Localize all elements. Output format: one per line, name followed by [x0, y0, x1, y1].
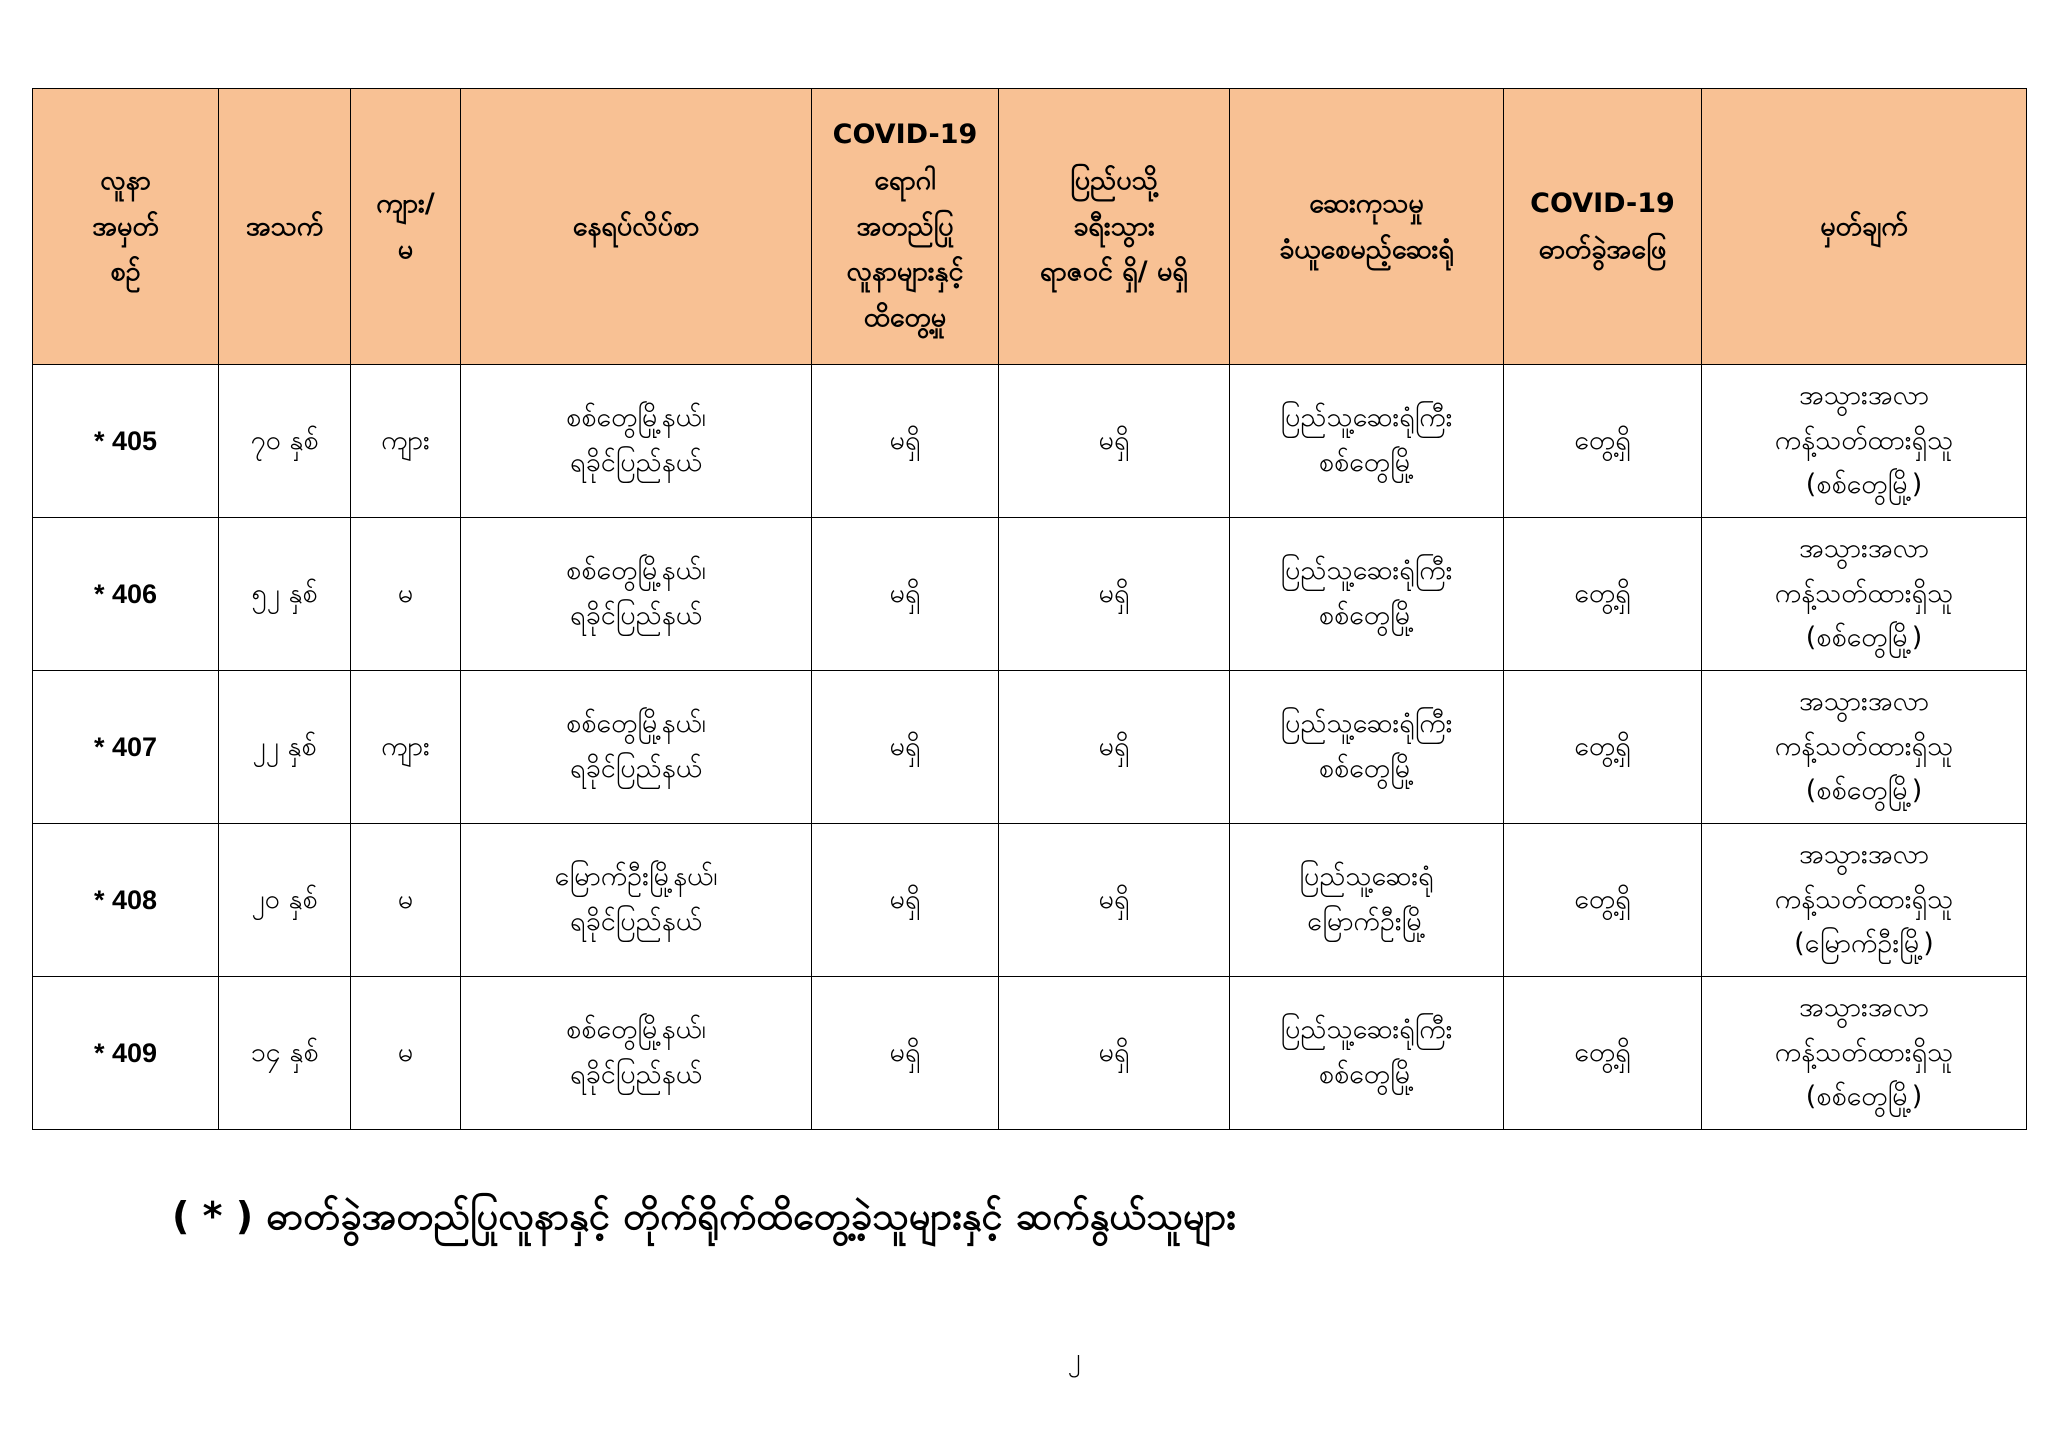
- cell-address: မြောက်ဦးမြို့နယ်၊ ရခိုင်ပြည်နယ်: [461, 824, 812, 977]
- footnote: ( * ) ဓာတ်ခွဲအတည်ပြုလူနာနှင့် တိုက်ရိုက်ထိတွေ့ခဲ့သူများနှင့် ဆက်နွယ်သူများ: [172, 1194, 1236, 1238]
- cell-lab-result: တွေ့ရှိ: [1504, 365, 1702, 518]
- cell-contact: မရှိ: [812, 824, 999, 977]
- cell-case-no: * 405: [33, 365, 219, 518]
- cell-travel: မရှိ: [999, 824, 1230, 977]
- cell-address: စစ်တွေမြို့နယ်၊ ရခိုင်ပြည်နယ်: [461, 365, 812, 518]
- cell-sex: ကျား: [351, 365, 461, 518]
- table-header-row: [33, 89, 2027, 365]
- header-travel: ပြည်ပသို့ ခရီးသွား ရာဇဝင် ရှိ/ မရှိ: [999, 89, 1230, 365]
- cell-travel: မရှိ: [999, 671, 1230, 824]
- cell-hospital: ပြည်သူ့ဆေးရုံကြီး စစ်တွေမြို့: [1230, 518, 1504, 671]
- cell-travel: မရှိ: [999, 977, 1230, 1130]
- cell-hospital: ပြည်သူ့ဆေးရုံကြီး စစ်တွေမြို့: [1230, 365, 1504, 518]
- cell-age: ၂၀ နှစ်: [219, 824, 351, 977]
- cell-hospital: ပြည်သူ့ဆေးရုံ မြောက်ဦးမြို့: [1230, 824, 1504, 977]
- cell-age: ၁၄ နှစ်: [219, 977, 351, 1130]
- cell-remark: အသွားအလာ ကန့်သတ်ထားရှိသူ (စစ်တွေမြို့): [1702, 365, 2027, 518]
- cell-travel: မရှိ: [999, 518, 1230, 671]
- header-hospital: ဆေးကုသမှု ခံယူစေမည့်ဆေးရုံ: [1230, 89, 1504, 365]
- cell-age: ၅၂ နှစ်: [219, 518, 351, 671]
- cell-age: ၇၀ နှစ်: [219, 365, 351, 518]
- table-row: [33, 824, 2027, 977]
- cell-age: ၂၂ နှစ်: [219, 671, 351, 824]
- cell-hospital: ပြည်သူ့ဆေးရုံကြီး စစ်တွေမြို့: [1230, 977, 1504, 1130]
- cases-table: [32, 88, 2027, 1130]
- cell-sex: မ: [351, 977, 461, 1130]
- cell-case-no: * 406: [33, 518, 219, 671]
- cell-lab-result: တွေ့ရှိ: [1504, 671, 1702, 824]
- header-contact: COVID-19 ရောဂါ အတည်ပြု လူနာများနှင့် ထိတွေ့မှု: [812, 89, 999, 365]
- cell-travel: မရှိ: [999, 365, 1230, 518]
- cell-contact: မရှိ: [812, 671, 999, 824]
- cell-lab-result: တွေ့ရှိ: [1504, 518, 1702, 671]
- cell-contact: မရှိ: [812, 518, 999, 671]
- cell-case-no: * 408: [33, 824, 219, 977]
- cell-contact: မရှိ: [812, 365, 999, 518]
- header-address: နေရပ်လိပ်စာ: [461, 89, 812, 365]
- table-row: [33, 977, 2027, 1130]
- cell-remark: အသွားအလာ ကန့်သတ်ထားရှိသူ (မြောက်ဦးမြို့): [1702, 824, 2027, 977]
- table-row: [33, 518, 2027, 671]
- cell-hospital: ပြည်သူ့ဆေးရုံကြီး စစ်တွေမြို့: [1230, 671, 1504, 824]
- header-remark: မှတ်ချက်: [1702, 89, 2027, 365]
- cell-sex: ကျား: [351, 671, 461, 824]
- cell-case-no: * 409: [33, 977, 219, 1130]
- header-lab-result: COVID-19 ဓာတ်ခွဲအဖြေ: [1504, 89, 1702, 365]
- cell-address: စစ်တွေမြို့နယ်၊ ရခိုင်ပြည်နယ်: [461, 671, 812, 824]
- cell-remark: အသွားအလာ ကန့်သတ်ထားရှိသူ (စစ်တွေမြို့): [1702, 671, 2027, 824]
- cell-remark: အသွားအလာ ကန့်သတ်ထားရှိသူ (စစ်တွေမြို့): [1702, 977, 2027, 1130]
- table-row: [33, 365, 2027, 518]
- header-case-no: လူနာ အမှတ် စဉ်: [33, 89, 219, 365]
- page-number: ၂: [1067, 1343, 1081, 1373]
- cell-address: စစ်တွေမြို့နယ်၊ ရခိုင်ပြည်နယ်: [461, 977, 812, 1130]
- cell-remark: အသွားအလာ ကန့်သတ်ထားရှိသူ (စစ်တွေမြို့): [1702, 518, 2027, 671]
- header-sex: ကျား/ မ: [351, 89, 461, 365]
- header-age: အသက်: [219, 89, 351, 365]
- cell-lab-result: တွေ့ရှိ: [1504, 977, 1702, 1130]
- cell-case-no: * 407: [33, 671, 219, 824]
- table-row: [33, 671, 2027, 824]
- cell-sex: မ: [351, 518, 461, 671]
- cell-contact: မရှိ: [812, 977, 999, 1130]
- cell-sex: မ: [351, 824, 461, 977]
- cell-address: စစ်တွေမြို့နယ်၊ ရခိုင်ပြည်နယ်: [461, 518, 812, 671]
- cell-lab-result: တွေ့ရှိ: [1504, 824, 1702, 977]
